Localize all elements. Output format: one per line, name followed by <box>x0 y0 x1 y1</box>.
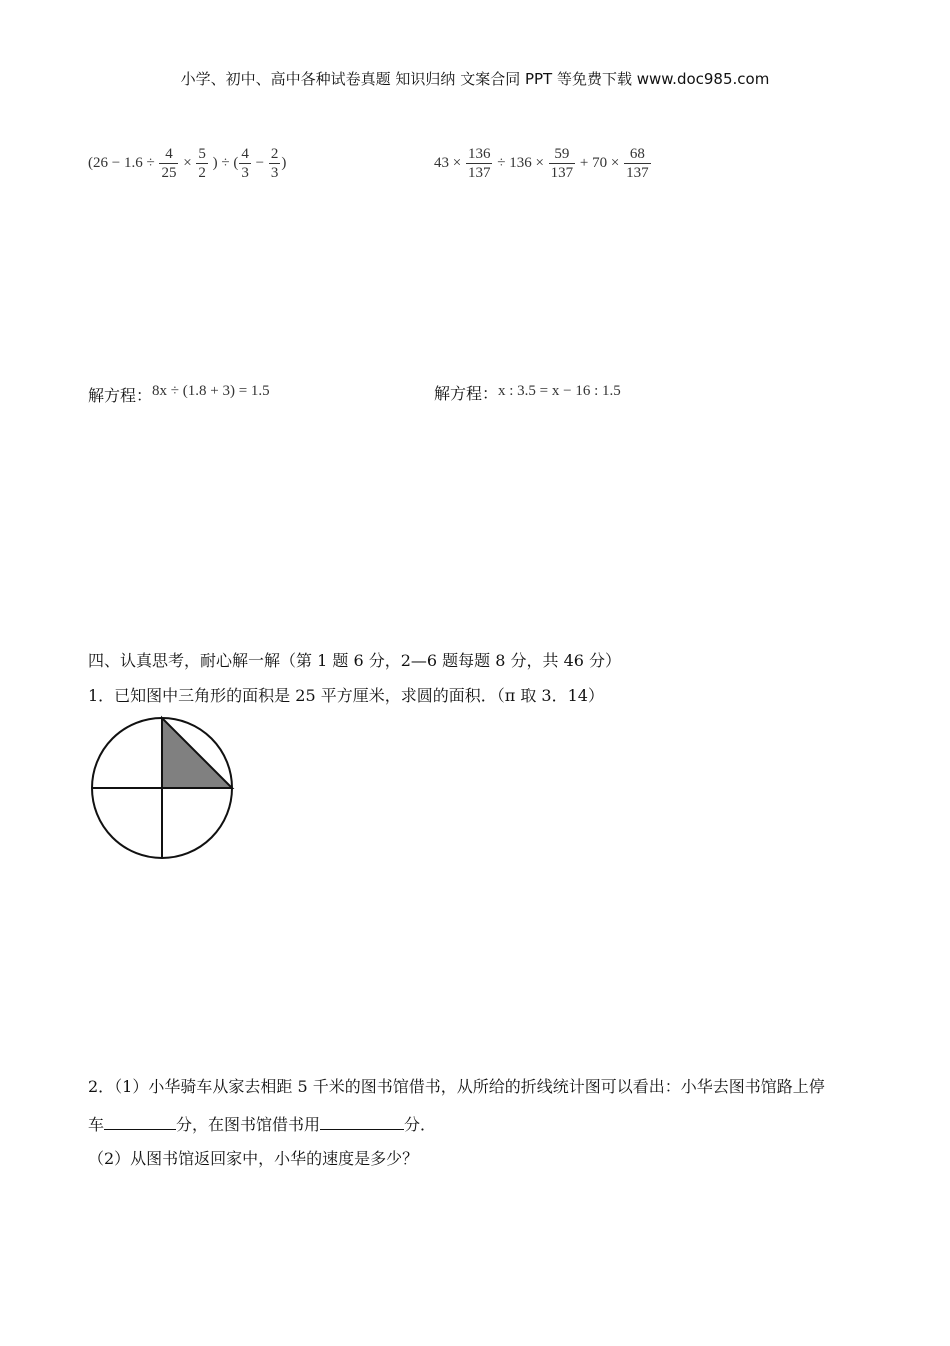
equation-expression: x : 3.5 = x − 16 : 1.5 <box>498 383 621 399</box>
circle-triangle-figure <box>88 714 238 864</box>
equation-2 <box>434 380 621 404</box>
answer-blank[interactable] <box>104 1115 176 1130</box>
fraction: $\frac{68}{137}$ <box>626 146 649 181</box>
fraction: $\frac{136}{137}$ <box>467 146 491 181</box>
question-2-line-1: 2．（1）小华骑车从家去相距 5 千米的图书馆借书，从所给的折线统计图可以看出：小华去图书馆路上停 <box>88 1077 825 1096</box>
question-2-line-3: （2）从图书馆返回家中，小华的速度是多少？ <box>88 1149 419 1168</box>
fraction: $\frac{59}{137}$ <box>550 146 574 181</box>
calc1-open: (26 − 1.6 ÷ <box>88 154 155 171</box>
calc-expression-2: 43 × $\frac{136}{137}$ ÷ 136 × $\frac{59}{137}$ + 70 × $\frac{68}{137}$ <box>434 146 649 181</box>
calc-expression-1: (26 − 1.6 ÷ $\frac{4}{25}$ × $\frac{5}{2}$ ) ÷ ( $\frac{4}{3}$ − $\frac{2}{3}$ ) <box>88 146 287 181</box>
fraction: $\frac{4}{25}$ <box>161 146 177 181</box>
question-1: 1．已知图中三角形的面积是 25 平方厘米，求圆的面积．（π 取 3．14） <box>88 686 604 705</box>
answer-blank[interactable] <box>320 1115 404 1130</box>
fraction: $\frac{5}{2}$ <box>198 146 206 181</box>
fraction: $\frac{2}{3}$ <box>270 146 279 181</box>
page-header: 小学、初中、高中各种试卷真题 知识归纳 文案合同 PPT 等免费下载 www.doc985.com <box>180 70 770 88</box>
equation-expression: 8x ÷ (1.8 + 3) = 1.5 <box>152 383 270 399</box>
equation-label: 解方程： <box>434 384 499 403</box>
section-heading: 四、认真思考，耐心解一解（第 1 题 6 分，2—6 题每题 8 分，共 46 分） <box>88 651 622 670</box>
fraction: $\frac{4}{3}$ <box>241 146 249 181</box>
equation-1 <box>88 380 270 406</box>
question-2-line-2: 车 分，在图书馆借书用 分． <box>88 1115 437 1134</box>
equation-label: 解方程： <box>88 386 153 405</box>
